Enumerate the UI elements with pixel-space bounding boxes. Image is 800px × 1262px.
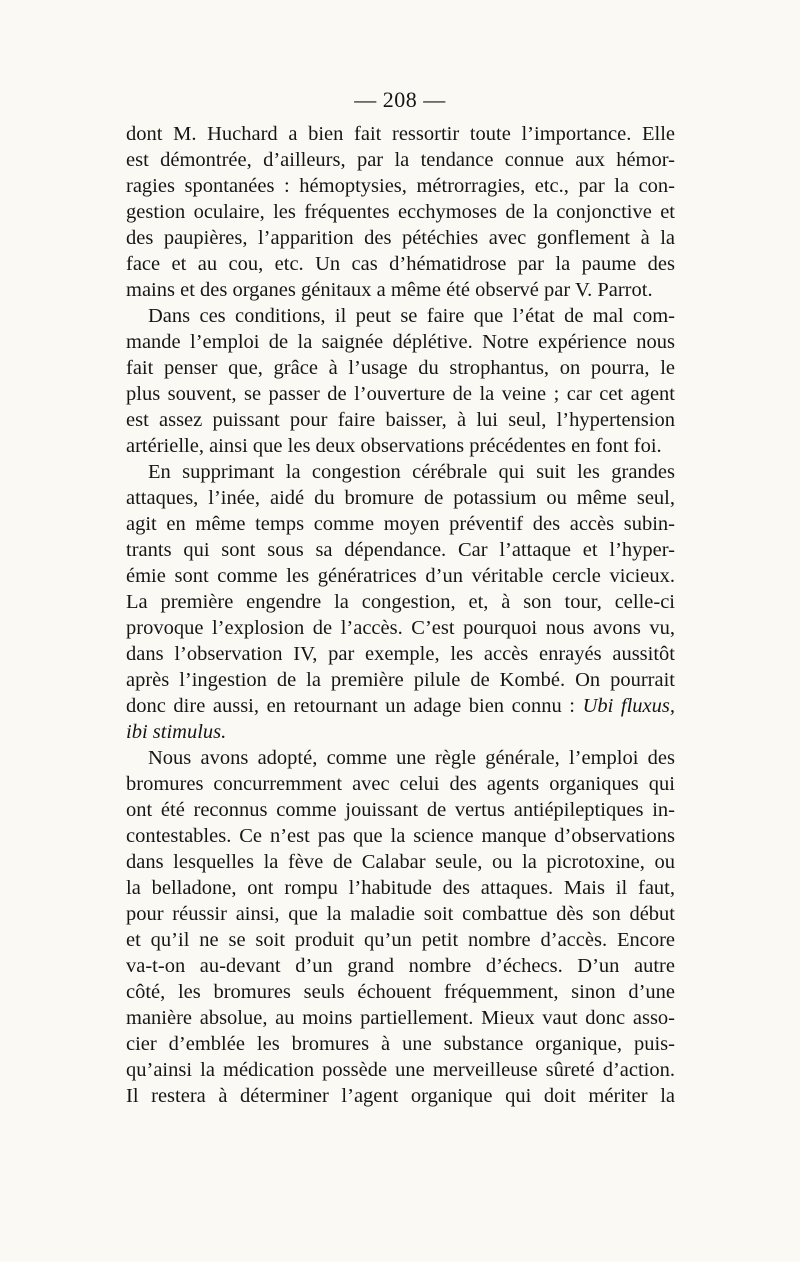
text-line [126, 381, 675, 407]
text-line [126, 589, 675, 615]
text-line [126, 407, 675, 433]
text-line-content: émie sont comme les génératrices d’un véritable cercle vicieux. [126, 565, 675, 587]
text-line [126, 1057, 675, 1083]
text-line-content: provoque l’explosion de l’accès. C’est pourquoi nous avons vu, [126, 617, 675, 639]
text-line-content: et qu’il ne se soit produit qu’un petit nombre d’accès. Encore [126, 929, 675, 951]
text-line-content: ont été reconnus comme jouissant de vertus antiépileptiques in- [126, 799, 675, 821]
text-line [126, 927, 675, 953]
text-line [126, 745, 675, 771]
text-line [126, 1083, 675, 1109]
text-line-content: mains et des organes génitaux a même été observé par V. Parrot. [126, 279, 653, 301]
text-line [126, 849, 675, 875]
text-line-content: dans lesquelles la fève de Calabar seule, ou la picrotoxine, ou [126, 851, 675, 873]
text-line-content: côté, les bromures seuls échouent fréquemment, sinon d’une [126, 981, 675, 1003]
text-line-content: dont M. Huchard a bien fait ressortir toute l’importance. Elle [126, 123, 675, 145]
text-line-content: plus souvent, se passer de l’ouverture de la veine ; car cet agent [126, 383, 675, 405]
text-line-content: En supprimant la congestion cérébrale qui suit les grandes [148, 461, 675, 483]
text-line-content: est assez puissant pour faire baisser, à lui seul, l’hypertension [126, 409, 675, 431]
text-line [126, 667, 675, 693]
text-line-content: contestables. Ce n’est pas que la science manque d’observations [126, 825, 675, 847]
text-line [126, 199, 675, 225]
text-line-content: bromures concurremment avec celui des agents organiques qui [126, 773, 675, 795]
text-line [126, 173, 675, 199]
text-line [126, 1005, 675, 1031]
text-line-content: qu’ainsi la médication possède une merveilleuse sûreté d’action. [126, 1059, 675, 1081]
text-line-content: artérielle, ainsi que les deux observations précédentes en font foi. [126, 435, 662, 457]
text-line-content: mande l’emploi de la saignée déplétive. Notre expérience nous [126, 331, 675, 353]
text-line [126, 1031, 675, 1057]
text-line [126, 693, 675, 719]
text-line-content: va-t-on au-devant d’un grand nombre d’échecs. D’un autre [126, 955, 675, 977]
text-line-content: après l’ingestion de la première pilule de Kombé. On pourrait [126, 669, 675, 691]
text-line-content: cier d’emblée les bromures à une substance organique, puis- [126, 1033, 675, 1055]
text-line-content: attaques, l’inée, aidé du bromure de potassium ou même seul, [126, 487, 675, 509]
text-line-content: agit en même temps comme moyen préventif des accès subin- [126, 513, 675, 535]
text-line [126, 459, 675, 485]
text-line-content: est démontrée, d’ailleurs, par la tendance connue aux hémor- [126, 149, 675, 171]
text-line-content: fait penser que, grâce à l’usage du strophantus, on pourra, le [126, 357, 675, 379]
text-line [126, 953, 675, 979]
text-line-content: La première engendre la congestion, et, à son tour, celle-ci [126, 591, 675, 613]
body-text [126, 121, 675, 1109]
text-line-content: ragies spontanées : hémoptysies, métrorragies, etc., par la con- [126, 175, 675, 197]
text-line-content: Il restera à déterminer l’agent organique qui doit mériter la [126, 1085, 675, 1107]
text-line [126, 797, 675, 823]
text-line-content: Dans ces conditions, il peut se faire que l’état de mal com- [148, 305, 675, 327]
text-line [126, 277, 675, 303]
text-line [126, 511, 675, 537]
text-line-content: trants qui sont sous sa dépendance. Car l’attaque et l’hyper- [126, 539, 675, 561]
text-line [126, 771, 675, 797]
text-line [126, 563, 675, 589]
text-line [126, 875, 675, 901]
text-line [126, 329, 675, 355]
text-line-content: face et au cou, etc. Un cas d’hématidrose par la paume des [126, 253, 675, 275]
text-line [126, 355, 675, 381]
text-line-content: gestion oculaire, les fréquentes ecchymoses de la conjonctive et [126, 201, 675, 223]
text-line [126, 433, 675, 459]
text-line-content: ibi stimulus. [126, 721, 227, 743]
text-line-content: dans l’observation IV, par exemple, les accès enrayés aussitôt [126, 643, 675, 665]
text-line-content: donc dire aussi, en retournant un adage bien connu : [126, 695, 583, 717]
text-line [126, 979, 675, 1005]
text-line [126, 147, 675, 173]
text-line [126, 719, 675, 745]
text-line-content: pour réussir ainsi, que la maladie soit combattue dès son début [126, 903, 675, 925]
text-line [126, 303, 675, 329]
text-line-content: Nous avons adopté, comme une règle générale, l’emploi des [148, 747, 675, 769]
text-line [126, 537, 675, 563]
text-line [126, 485, 675, 511]
text-line-content: la belladone, ont rompu l’habitude des attaques. Mais il faut, [126, 877, 675, 899]
italic-phrase: Ubi fluxus, [582, 695, 675, 717]
text-line [126, 225, 675, 251]
text-line-content: des paupières, l’apparition des pétéchies avec gonflement à la [126, 227, 675, 249]
text-line [126, 121, 675, 147]
text-line [126, 641, 675, 667]
text-line-content: manière absolue, au moins partiellement. Mieux vaut donc asso- [126, 1007, 675, 1029]
text-line [126, 901, 675, 927]
page-number: — 208 — [354, 87, 446, 112]
text-line [126, 615, 675, 641]
text-line [126, 251, 675, 277]
text-line [126, 823, 675, 849]
